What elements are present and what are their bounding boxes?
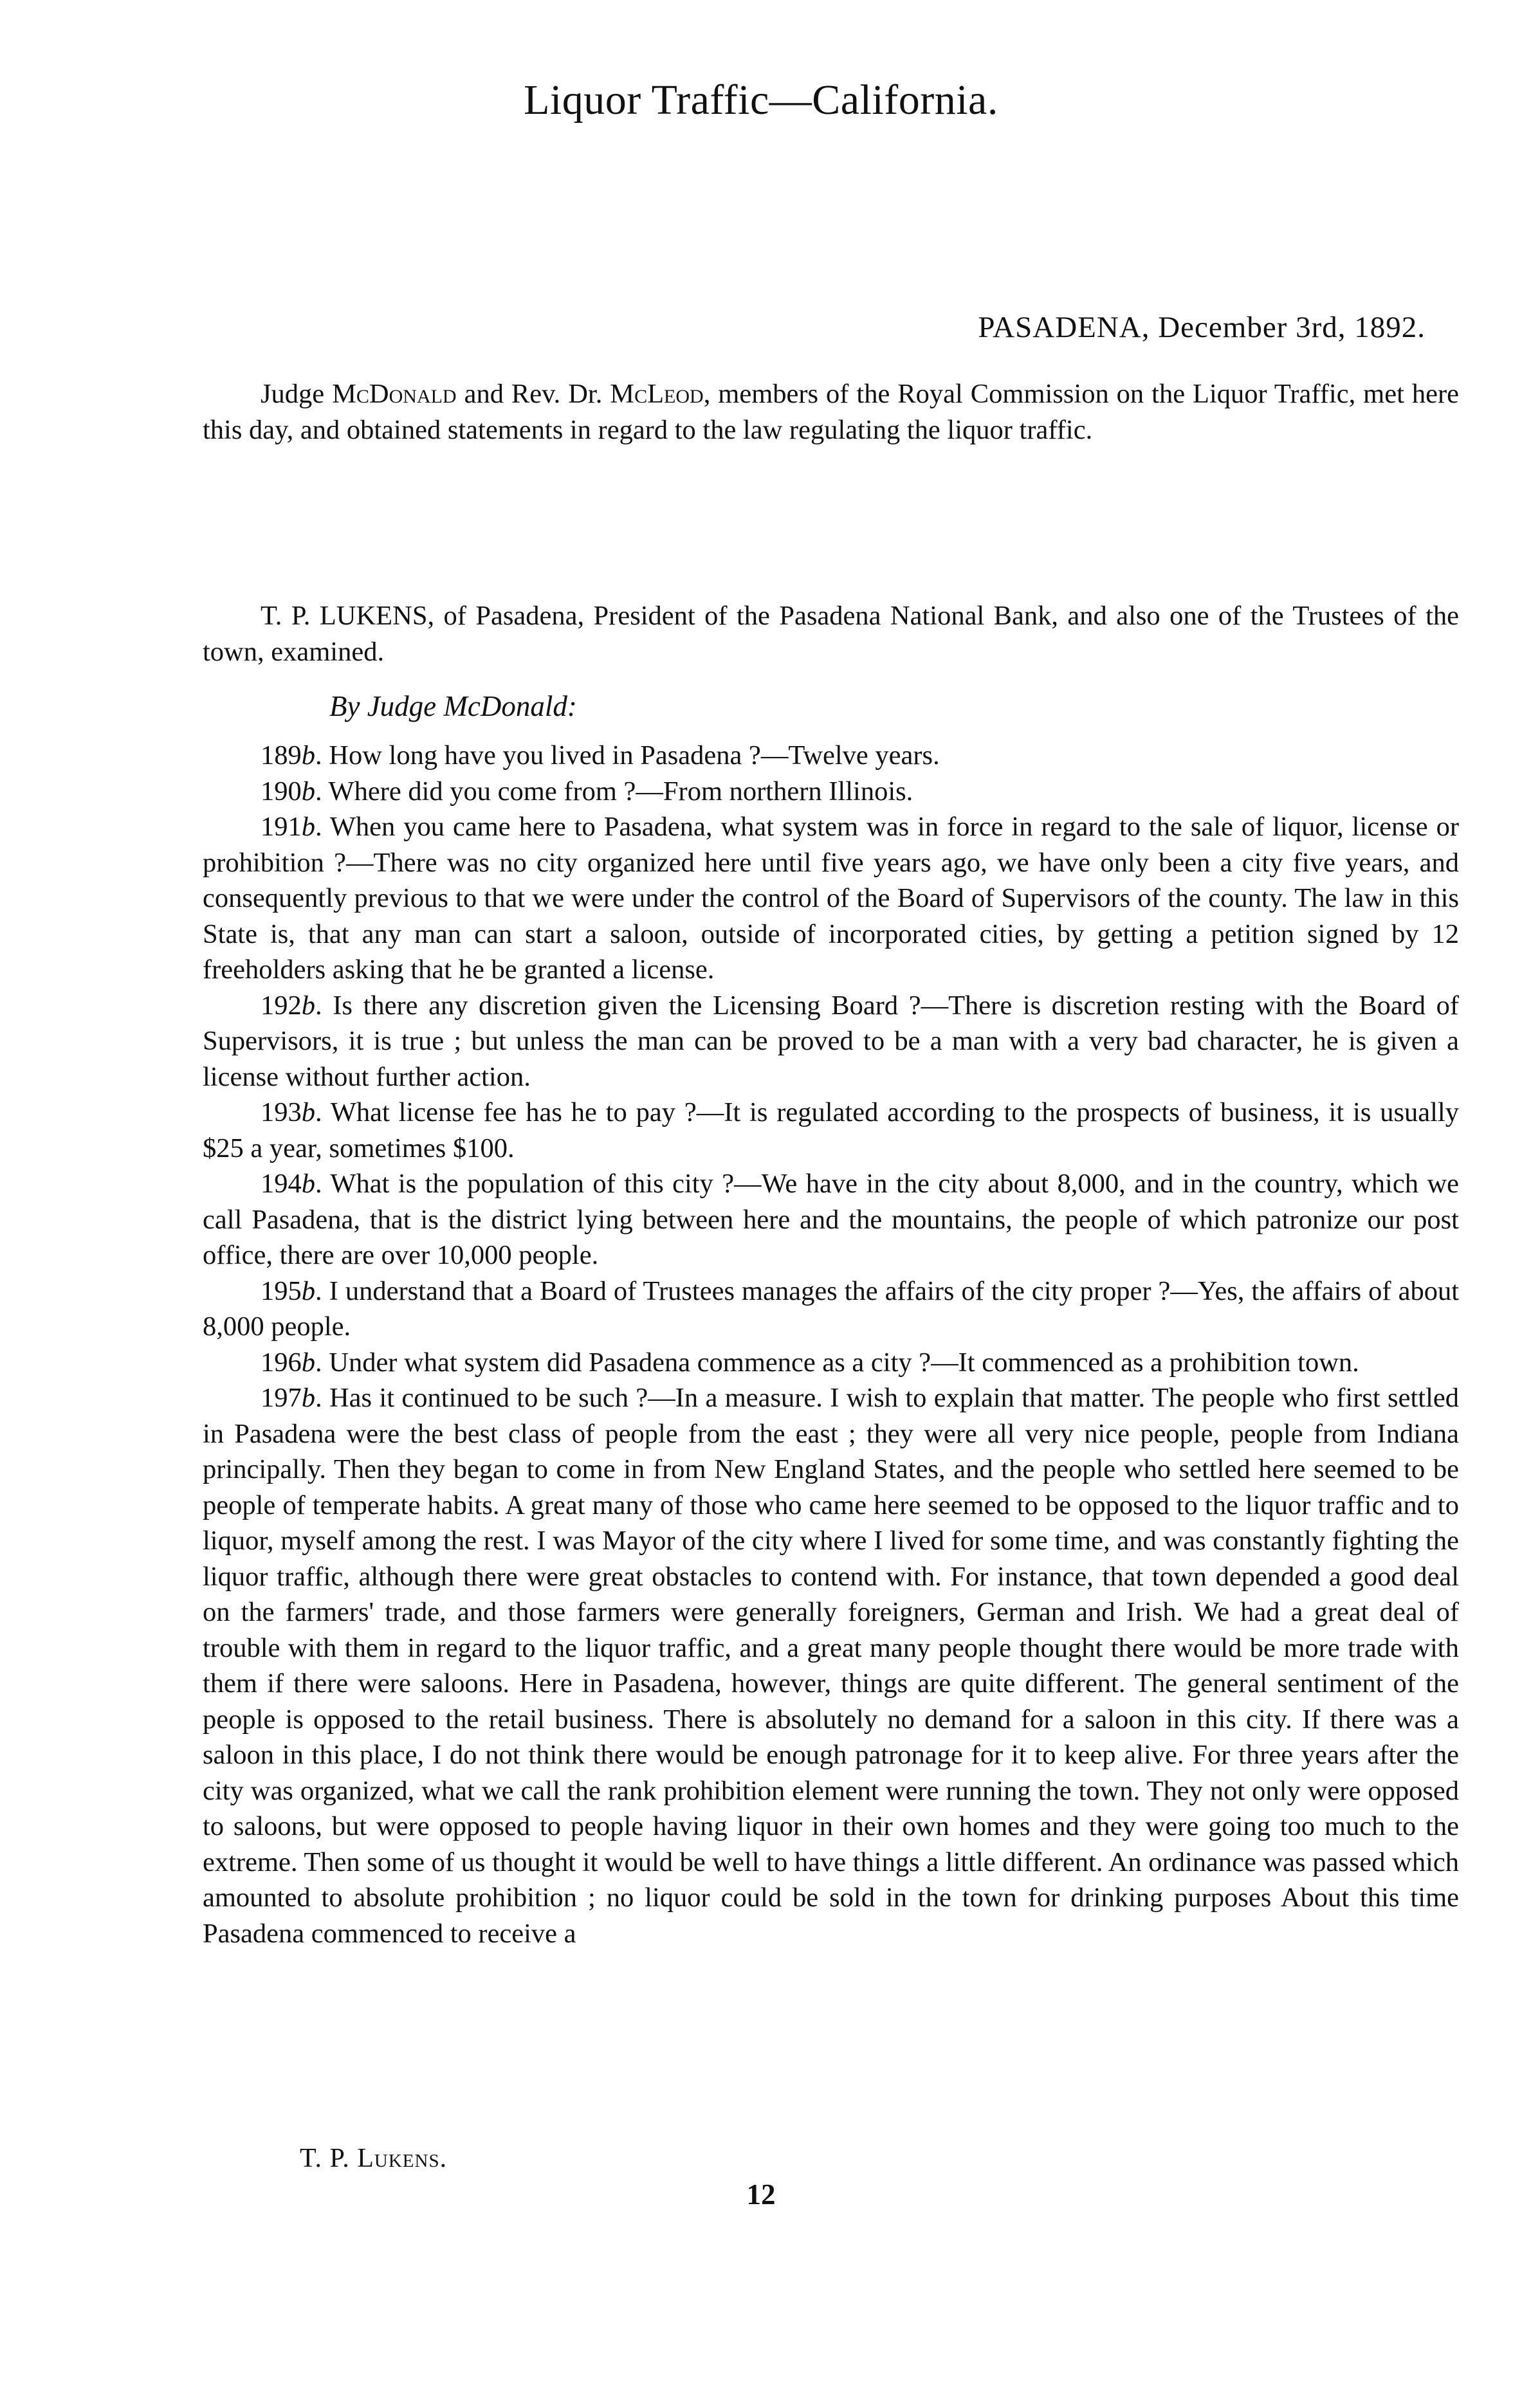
qa-item [203,988,1459,1095]
qa-text: . How long have you lived in Pasadena ?—Twelve years. [315,740,940,771]
qa-text: . Is there any discretion given the Licensing Board ?—There is discretion resting with the Board of Supervisors, it is true ; but unless the man can be proved to be a man with a very bad character, he is given a license without further action. [203,990,1459,1092]
place-and-date: PASADENA, December 3rd, 1892. [978,311,1426,344]
qa-item [203,1345,1459,1381]
qa-item [203,1273,1459,1345]
qa-item [203,1166,1459,1273]
qa-item [203,738,1459,774]
question-number: 196b [261,1347,315,1378]
question-number: 191b [261,812,315,842]
question-answer-list [203,738,1459,1951]
intro-text-2: and Rev. Dr. [456,379,610,409]
qa-text: . What license fee has he to pay ?—It is regulated according to the prospects of business, it is usually $25 a year, sometimes $100. [203,1097,1459,1163]
question-number: 197b [261,1383,315,1413]
question-number: 192b [261,990,315,1021]
intro-paragraph [203,376,1459,448]
commissioner-name-mcleod: McLeod [610,379,704,409]
question-number: 194b [261,1169,315,1199]
qa-item [203,1095,1459,1166]
intro-text-1: Judge [261,379,333,409]
qa-text: . Where did you come from ?—From northern Illinois. [315,776,913,807]
question-number: 189b [261,740,315,771]
page-number: 12 [746,2178,776,2211]
examiner-heading: By Judge McDonald: [329,690,577,722]
qa-text: . Has it continued to be such ?—In a measure. I wish to explain that matter. The people who first settled in Pasadena were the best class of people from the east ; they were all very nice people, people from Indiana principally. Then they began to come in from New England States, and the people who settled here seemed to be people of temperate habits. A great many of those who came here seemed to be opposed to the liquor traffic and to liquor, myself among the rest. I was Mayor of the city where I lived for some time, and was constantly fighting the liquor traffic, although there were great obstacles to contend with. For instance, that town depended a good deal on the farmers' trade, and those farmers were generally foreigners, German and Irish. We had a great deal of trouble with them in regard to the liquor traffic, and a great many people thought there would be more trade with them if there were saloons. Here in Pasadena, however, things are quite different. The general sentiment of the people is opposed to the retail business. There is absolutely no demand for a saloon in this city. If there was a saloon in this place, I do not think there would be enough patronage for it to keep alive. For three years after the city was organized, what we call the rank prohibition element were running the town. They not only were opposed to saloons, but were opposed to people having liquor in their own homes and they were going too much to the extreme. Then some of us thought it would be well to have things a little different. An ordinance was passed which amounted to absolute prohibition ; no liquor could be sold in the town for drinking purposes About this time Pasadena commenced to receive a [203,1383,1459,1949]
witness-signature-line: T. P. Lukens. [300,2144,448,2173]
qa-text: . Under what system did Pasadena commence as a city ?—It commenced as a prohibition town. [315,1347,1359,1378]
qa-item [203,774,1459,810]
question-number: 193b [261,1097,315,1127]
commissioner-name-mcdonald: McDonald [332,379,457,409]
intro-text-3: , members of the Royal Commission on the Liquor Traffic, met here this day, and obtained statements in regard to the law regulating the liquor traffic. [203,379,1459,445]
qa-text: . I understand that a Board of Trustees manages the affairs of the city proper ?—Yes, the affairs of about 8,000 people. [203,1275,1459,1342]
running-header: Liquor Traffic—California. [524,77,998,123]
qa-text: . When you came here to Pasadena, what system was in force in regard to the sale of liquor, license or prohibition ?—There was no city organized here until five years ago, we have only been a city five years, and consequently previous to that we were under the control of the Board of Supervisors of the county. The law in this State is, that any man can start a saloon, outside of incorporated cities, by getting a petition signed by 12 freeholders asking that he be granted a license. [203,812,1459,985]
question-number: 190b [261,776,315,807]
witness-paragraph: T. P. LUKENS, of Pasadena, President of the Pasadena National Bank, and also one of the Trustees of the town, examined. [203,601,1459,667]
question-number: 195b [261,1275,315,1306]
qa-item [203,1380,1459,1951]
qa-item [203,809,1459,988]
qa-text: . What is the population of this city ?—We have in the city about 8,000, and in the country, which we call Pasadena, that is the district lying between here and the mountains, the people of which patronize our post office, there are over 10,000 people. [203,1169,1459,1270]
